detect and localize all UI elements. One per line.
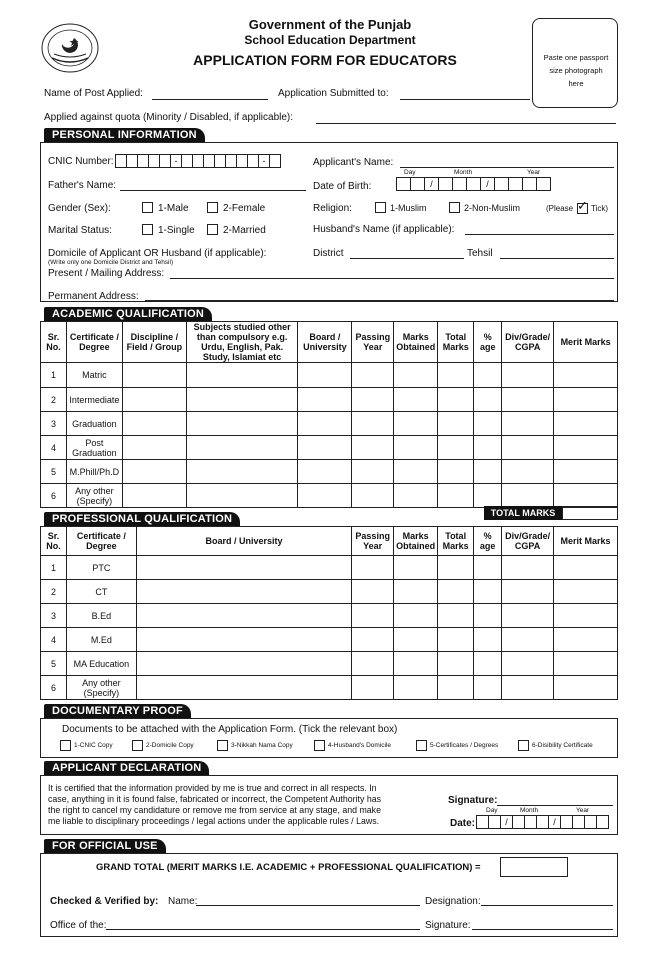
muslim-checkbox[interactable]: [375, 202, 386, 213]
quota-field[interactable]: [316, 123, 616, 124]
table-cell[interactable]: [554, 580, 618, 604]
col-passing-year: Passing Year: [352, 527, 394, 556]
declaration-signature-label: Signature:: [448, 795, 498, 806]
declaration-date-input[interactable]: [476, 815, 609, 829]
date-digit[interactable]: [585, 815, 597, 829]
table-cell[interactable]: [394, 604, 438, 628]
documentary-intro: Documents to be attached with the Application Form. (Tick the relevant box): [62, 724, 398, 735]
table-cell[interactable]: [438, 412, 474, 436]
table-cell[interactable]: [352, 652, 394, 676]
table-cell[interactable]: [352, 460, 394, 484]
table-cell[interactable]: [502, 556, 554, 580]
marital-label: Marital Status:: [48, 225, 112, 236]
cnic-digit[interactable]: [204, 154, 215, 168]
col-degree: Certificate / Degree: [66, 527, 136, 556]
cnic-digit[interactable]: [193, 154, 204, 168]
dob-month-label: Month: [454, 169, 473, 176]
date-slash: /: [501, 815, 513, 829]
table-cell[interactable]: [438, 556, 474, 580]
table-row: [41, 484, 618, 508]
academic-header-row: [41, 322, 618, 363]
please-tick-note-b: Tick): [591, 204, 609, 213]
table-cell[interactable]: [186, 484, 298, 508]
permanent-address-field[interactable]: [145, 300, 614, 301]
header-line1: Government of the Punjab: [248, 17, 412, 32]
table-cell[interactable]: [352, 676, 394, 700]
sr-cell: 4: [41, 436, 67, 460]
table-cell[interactable]: [298, 484, 352, 508]
sr-cell: 1: [41, 556, 67, 580]
col-subjects: Subjects studied other than compulsory e.g. Urdu, English, Pak. Study, Islamiat etc: [186, 322, 298, 363]
professional-title: PROFESSIONAL QUALIFICATION: [44, 512, 240, 526]
doc-certificates-checkbox[interactable]: [416, 740, 427, 751]
table-row: [41, 556, 618, 580]
table-cell[interactable]: [502, 628, 554, 652]
degree-cell: Matric: [66, 363, 122, 388]
gender-label: Gender (Sex):: [48, 203, 111, 214]
dob-digit[interactable]: [397, 177, 411, 191]
col-percentage: % age: [474, 322, 502, 363]
dob-digit[interactable]: [411, 177, 425, 191]
table-cell[interactable]: [186, 363, 298, 388]
declaration-line-4: me liable to disciplinary proceedings / legal actions under the applicable rules / Laws.: [48, 816, 380, 826]
table-cell[interactable]: [352, 580, 394, 604]
cnic-digit[interactable]: [226, 154, 237, 168]
table-cell[interactable]: [394, 652, 438, 676]
cnic-label: CNIC Number:: [48, 156, 114, 167]
table-cell[interactable]: [554, 604, 618, 628]
table-cell[interactable]: [122, 412, 186, 436]
cnic-digit[interactable]: [116, 154, 127, 168]
table-cell[interactable]: [122, 436, 186, 460]
grand-total-field[interactable]: [500, 857, 568, 877]
dob-input[interactable]: [396, 177, 551, 191]
official-signature-label: Signature:: [425, 920, 471, 931]
photo-box[interactable]: [532, 18, 618, 108]
col-div-grade: Div/Grade/ CGPA: [502, 322, 554, 363]
table-cell[interactable]: [474, 388, 502, 412]
female-label: 2-Female: [223, 203, 266, 214]
table-cell[interactable]: [394, 388, 438, 412]
degree-cell: Any other (Specify): [66, 484, 122, 508]
degree-cell: CT: [66, 580, 136, 604]
date-digit[interactable]: [573, 815, 585, 829]
table-row: [41, 436, 618, 460]
declaration-year-label: Year: [576, 807, 590, 814]
degree-cell: M.Ed: [66, 628, 136, 652]
date-digit[interactable]: [537, 815, 549, 829]
table-cell[interactable]: [502, 604, 554, 628]
table-cell[interactable]: [554, 652, 618, 676]
date-digit[interactable]: [525, 815, 537, 829]
degree-cell: Any other (Specify): [66, 676, 136, 700]
table-cell[interactable]: [502, 580, 554, 604]
cnic-digit[interactable]: [127, 154, 138, 168]
table-cell[interactable]: [136, 628, 351, 652]
documentary-title: DOCUMENTARY PROOF: [44, 704, 191, 718]
declaration-line-3: the right to cancel my candidature or remove me from service at any stage, and make: [48, 805, 381, 815]
col-passing-year: Passing Year: [352, 322, 394, 363]
husband-name-field[interactable]: [465, 234, 614, 235]
table-cell[interactable]: [474, 363, 502, 388]
sr-cell: 2: [41, 388, 67, 412]
table-cell[interactable]: [352, 604, 394, 628]
table-row: [41, 460, 618, 484]
official-designation-label: Designation:: [425, 896, 481, 907]
page-title: APPLICATION FORM FOR EDUCATORS: [193, 52, 457, 68]
table-cell[interactable]: [554, 628, 618, 652]
col-percentage: % age: [474, 527, 502, 556]
dob-digit[interactable]: [453, 177, 467, 191]
declaration-day-label: Day: [486, 807, 498, 814]
professional-header-row: [41, 527, 618, 556]
table-cell[interactable]: [438, 388, 474, 412]
table-cell[interactable]: [122, 363, 186, 388]
dob-digit[interactable]: [537, 177, 551, 191]
dob-digit[interactable]: [523, 177, 537, 191]
table-cell[interactable]: [438, 628, 474, 652]
father-name-field[interactable]: [120, 190, 306, 191]
doc-domicile-checkbox[interactable]: [132, 740, 143, 751]
table-cell[interactable]: [122, 460, 186, 484]
dob-digit[interactable]: [439, 177, 453, 191]
official-name-label: Name:: [168, 896, 198, 907]
cnic-digit[interactable]: [237, 154, 248, 168]
table-cell[interactable]: [394, 580, 438, 604]
declaration-line-1: It is certified that the information provided by me is true and correct in all respects. In: [48, 783, 377, 793]
doc-cnic-checkbox[interactable]: [60, 740, 71, 751]
table-cell[interactable]: [352, 412, 394, 436]
tehsil-label: Tehsil: [467, 248, 493, 259]
degree-cell: PTC: [66, 556, 136, 580]
table-row: [41, 388, 618, 412]
table-cell[interactable]: [394, 484, 438, 508]
table-cell[interactable]: [394, 436, 438, 460]
table-cell[interactable]: [474, 436, 502, 460]
table-row: [41, 604, 618, 628]
col-discipline: Discipline / Field / Group: [122, 322, 186, 363]
table-cell[interactable]: [394, 460, 438, 484]
doc-certificates-label: 5-Certificates / Degrees: [430, 742, 499, 749]
table-cell[interactable]: [502, 388, 554, 412]
table-cell[interactable]: [474, 484, 502, 508]
table-cell[interactable]: [298, 460, 352, 484]
table-cell[interactable]: [136, 556, 351, 580]
single-checkbox[interactable]: [142, 224, 153, 235]
office-of-field[interactable]: [106, 929, 420, 930]
married-label: 2-Married: [223, 225, 266, 236]
total-marks-label: TOTAL MARKS: [484, 506, 562, 520]
table-row: [41, 652, 618, 676]
table-cell[interactable]: [502, 676, 554, 700]
office-of-label: Office of the:: [50, 920, 107, 931]
table-cell[interactable]: [136, 676, 351, 700]
cnic-dash: -: [259, 154, 270, 168]
table-row: [41, 580, 618, 604]
applicant-name-label: Applicant's Name:: [313, 157, 394, 168]
table-cell[interactable]: [352, 388, 394, 412]
table-cell[interactable]: [554, 363, 618, 388]
date-digit[interactable]: [561, 815, 573, 829]
religion-label: Religion:: [313, 203, 352, 214]
sr-cell: 2: [41, 580, 67, 604]
header-line2: School Education Department: [244, 33, 416, 47]
sr-cell: 1: [41, 363, 67, 388]
official-title: FOR OFFICIAL USE: [44, 839, 166, 853]
col-total-marks: Total Marks: [438, 322, 474, 363]
table-cell[interactable]: [438, 436, 474, 460]
post-applied-label: Name of Post Applied:: [44, 88, 143, 99]
academic-table: [40, 321, 618, 508]
col-marks-obtained: Marks Obtained: [394, 322, 438, 363]
date-digit[interactable]: [597, 815, 609, 829]
table-cell[interactable]: [394, 556, 438, 580]
permanent-address-label: Permanent Address:: [48, 291, 139, 302]
table-row: [41, 676, 618, 700]
tick-icon: ✓: [577, 198, 588, 213]
muslim-label: 1-Muslim: [390, 203, 427, 213]
table-cell[interactable]: [352, 363, 394, 388]
submitted-to-label: Application Submitted to:: [278, 88, 389, 99]
punjab-seal-logo: [40, 22, 100, 74]
col-merit: Merit Marks: [554, 322, 618, 363]
cnic-digit[interactable]: [160, 154, 171, 168]
table-cell[interactable]: [502, 460, 554, 484]
table-cell[interactable]: [474, 460, 502, 484]
table-cell[interactable]: [474, 580, 502, 604]
col-merit: Merit Marks: [554, 527, 618, 556]
personal-info-title: PERSONAL INFORMATION: [44, 128, 205, 142]
table-cell[interactable]: [186, 412, 298, 436]
degree-cell: MA Education: [66, 652, 136, 676]
sr-cell: 6: [41, 676, 67, 700]
col-degree: Certificate / Degree: [66, 322, 122, 363]
table-cell[interactable]: [298, 388, 352, 412]
dob-label: Date of Birth:: [313, 181, 372, 192]
table-cell[interactable]: [298, 363, 352, 388]
declaration-date-label: Date:: [450, 818, 476, 829]
table-cell[interactable]: [438, 676, 474, 700]
dob-digit[interactable]: [495, 177, 509, 191]
doc-cnic-label: 1-CNIC Copy: [74, 742, 113, 749]
submitted-to-field[interactable]: [400, 99, 530, 100]
present-address-field[interactable]: [170, 278, 614, 279]
declaration-line-2: case, anything in it is found false, fabricated or incorrect, the Competent Authority has: [48, 794, 381, 804]
cnic-digit[interactable]: [248, 154, 259, 168]
photo-box-text: Paste one passport size photograph here: [543, 53, 609, 88]
cnic-digit[interactable]: [182, 154, 193, 168]
table-cell[interactable]: [502, 412, 554, 436]
col-marks-obtained: Marks Obtained: [394, 527, 438, 556]
table-cell[interactable]: [122, 484, 186, 508]
declaration-title: APPLICANT DECLARATION: [44, 761, 209, 775]
district-field[interactable]: [350, 258, 464, 259]
table-cell[interactable]: [554, 460, 618, 484]
dob-digit[interactable]: [467, 177, 481, 191]
sr-cell: 3: [41, 604, 67, 628]
doc-domicile-label: 2-Domicile Copy: [146, 742, 194, 749]
table-cell[interactable]: [298, 436, 352, 460]
doc-husband-domicile-checkbox[interactable]: [314, 740, 325, 751]
table-cell[interactable]: [298, 412, 352, 436]
non-muslim-label: 2-Non-Muslim: [464, 203, 521, 213]
table-cell[interactable]: [438, 363, 474, 388]
professional-table: [40, 526, 618, 700]
table-cell[interactable]: [502, 436, 554, 460]
table-cell[interactable]: [502, 363, 554, 388]
table-cell[interactable]: [352, 484, 394, 508]
doc-husband-domicile-label: 4-Husband's Domicile: [328, 742, 392, 749]
official-name-field[interactable]: [196, 905, 420, 906]
father-name-label: Father's Name:: [48, 180, 117, 191]
date-digit[interactable]: [477, 815, 489, 829]
sr-cell: 4: [41, 628, 67, 652]
please-tick-note-a: (Please: [546, 204, 574, 213]
table-cell[interactable]: [438, 484, 474, 508]
date-digit[interactable]: [489, 815, 501, 829]
tehsil-field[interactable]: [500, 258, 614, 259]
table-cell[interactable]: [554, 676, 618, 700]
table-cell[interactable]: [394, 628, 438, 652]
table-cell[interactable]: [394, 676, 438, 700]
cnic-digit[interactable]: [138, 154, 149, 168]
col-total-marks: Total Marks: [438, 527, 474, 556]
date-slash: /: [549, 815, 561, 829]
sr-cell: 5: [41, 652, 67, 676]
table-cell[interactable]: [186, 460, 298, 484]
table-cell[interactable]: [438, 580, 474, 604]
cnic-dash: -: [171, 154, 182, 168]
degree-cell: B.Ed: [66, 604, 136, 628]
degree-cell: Graduation: [66, 412, 122, 436]
table-cell[interactable]: [554, 388, 618, 412]
degree-cell: Post Graduation: [66, 436, 122, 460]
table-cell[interactable]: [352, 556, 394, 580]
table-cell[interactable]: [352, 436, 394, 460]
table-row: [41, 628, 618, 652]
husband-name-label: Husband's Name (if applicable):: [313, 224, 455, 235]
declaration-signature-field[interactable]: [497, 805, 613, 806]
table-cell[interactable]: [474, 676, 502, 700]
table-cell[interactable]: [186, 388, 298, 412]
table-cell[interactable]: [474, 652, 502, 676]
table-cell[interactable]: [502, 652, 554, 676]
doc-nikkah-checkbox[interactable]: [217, 740, 228, 751]
degree-cell: Intermediate: [66, 388, 122, 412]
col-div-grade: Div/Grade/ CGPA: [502, 527, 554, 556]
non-muslim-checkbox[interactable]: [449, 202, 460, 213]
domicile-label: Domicile of Applicant OR Husband (if applicable):: [48, 248, 267, 259]
table-cell[interactable]: [474, 628, 502, 652]
cnic-input[interactable]: [115, 154, 281, 168]
doc-nikkah-label: 3-Nikkah Nama Copy: [231, 742, 293, 749]
table-cell[interactable]: [554, 412, 618, 436]
grand-total-label: GRAND TOTAL (MERIT MARKS I.E. ACADEMIC + PROFESSIONAL QUALIFICATION) =: [96, 862, 481, 873]
quota-label: Applied against quota (Minority / Disabled, if applicable):: [44, 112, 294, 123]
checked-verified-label: Checked & Verified by:: [50, 896, 159, 907]
table-cell[interactable]: [474, 412, 502, 436]
cnic-digit[interactable]: [215, 154, 226, 168]
domicile-note: (Write only one Domicile District and Tehsil): [48, 259, 174, 266]
single-label: 1-Single: [158, 225, 195, 236]
female-checkbox[interactable]: [207, 202, 218, 213]
table-cell[interactable]: [474, 604, 502, 628]
col-sr: Sr. No.: [41, 322, 67, 363]
table-cell[interactable]: [186, 436, 298, 460]
male-checkbox[interactable]: [142, 202, 153, 213]
dob-year-label: Year: [527, 169, 541, 176]
table-row: [41, 412, 618, 436]
total-marks-field[interactable]: [562, 506, 618, 520]
table-cell[interactable]: [438, 604, 474, 628]
table-cell[interactable]: [122, 388, 186, 412]
table-cell[interactable]: [136, 580, 351, 604]
table-cell[interactable]: [474, 556, 502, 580]
dob-day-label: Day: [404, 169, 416, 176]
table-cell[interactable]: [394, 363, 438, 388]
declaration-month-label: Month: [520, 807, 539, 814]
academic-title: ACADEMIC QUALIFICATION: [44, 307, 212, 321]
table-cell[interactable]: [438, 652, 474, 676]
district-label: District: [313, 248, 344, 259]
col-board: Board / University: [298, 322, 352, 363]
doc-disability-label: 6-Disibility Certificate: [532, 742, 593, 749]
male-label: 1-Male: [158, 203, 189, 214]
doc-disability-checkbox[interactable]: [518, 740, 529, 751]
present-address-label: Present / Mailing Address:: [48, 268, 165, 279]
post-applied-field[interactable]: [152, 99, 268, 100]
cnic-digit[interactable]: [149, 154, 160, 168]
cnic-digit[interactable]: [270, 154, 281, 168]
table-cell[interactable]: [554, 436, 618, 460]
col-sr: Sr. No.: [41, 527, 67, 556]
dob-slash: /: [425, 177, 439, 191]
col-board: Board / University: [136, 527, 351, 556]
official-signature-field[interactable]: [472, 929, 613, 930]
official-designation-field[interactable]: [481, 905, 613, 906]
dob-digit[interactable]: [509, 177, 523, 191]
sr-cell: 3: [41, 412, 67, 436]
table-cell[interactable]: [394, 412, 438, 436]
table-cell[interactable]: [554, 484, 618, 508]
date-digit[interactable]: [513, 815, 525, 829]
applicant-name-field[interactable]: [400, 167, 614, 168]
table-cell[interactable]: [136, 604, 351, 628]
table-cell[interactable]: [502, 484, 554, 508]
table-cell[interactable]: [554, 556, 618, 580]
dob-slash: /: [481, 177, 495, 191]
married-checkbox[interactable]: [207, 224, 218, 235]
table-cell[interactable]: [136, 652, 351, 676]
table-cell[interactable]: [438, 460, 474, 484]
degree-cell: M.Phill/Ph.D: [66, 460, 122, 484]
table-cell[interactable]: [352, 628, 394, 652]
table-row: [41, 363, 618, 388]
sr-cell: 6: [41, 484, 67, 508]
sr-cell: 5: [41, 460, 67, 484]
